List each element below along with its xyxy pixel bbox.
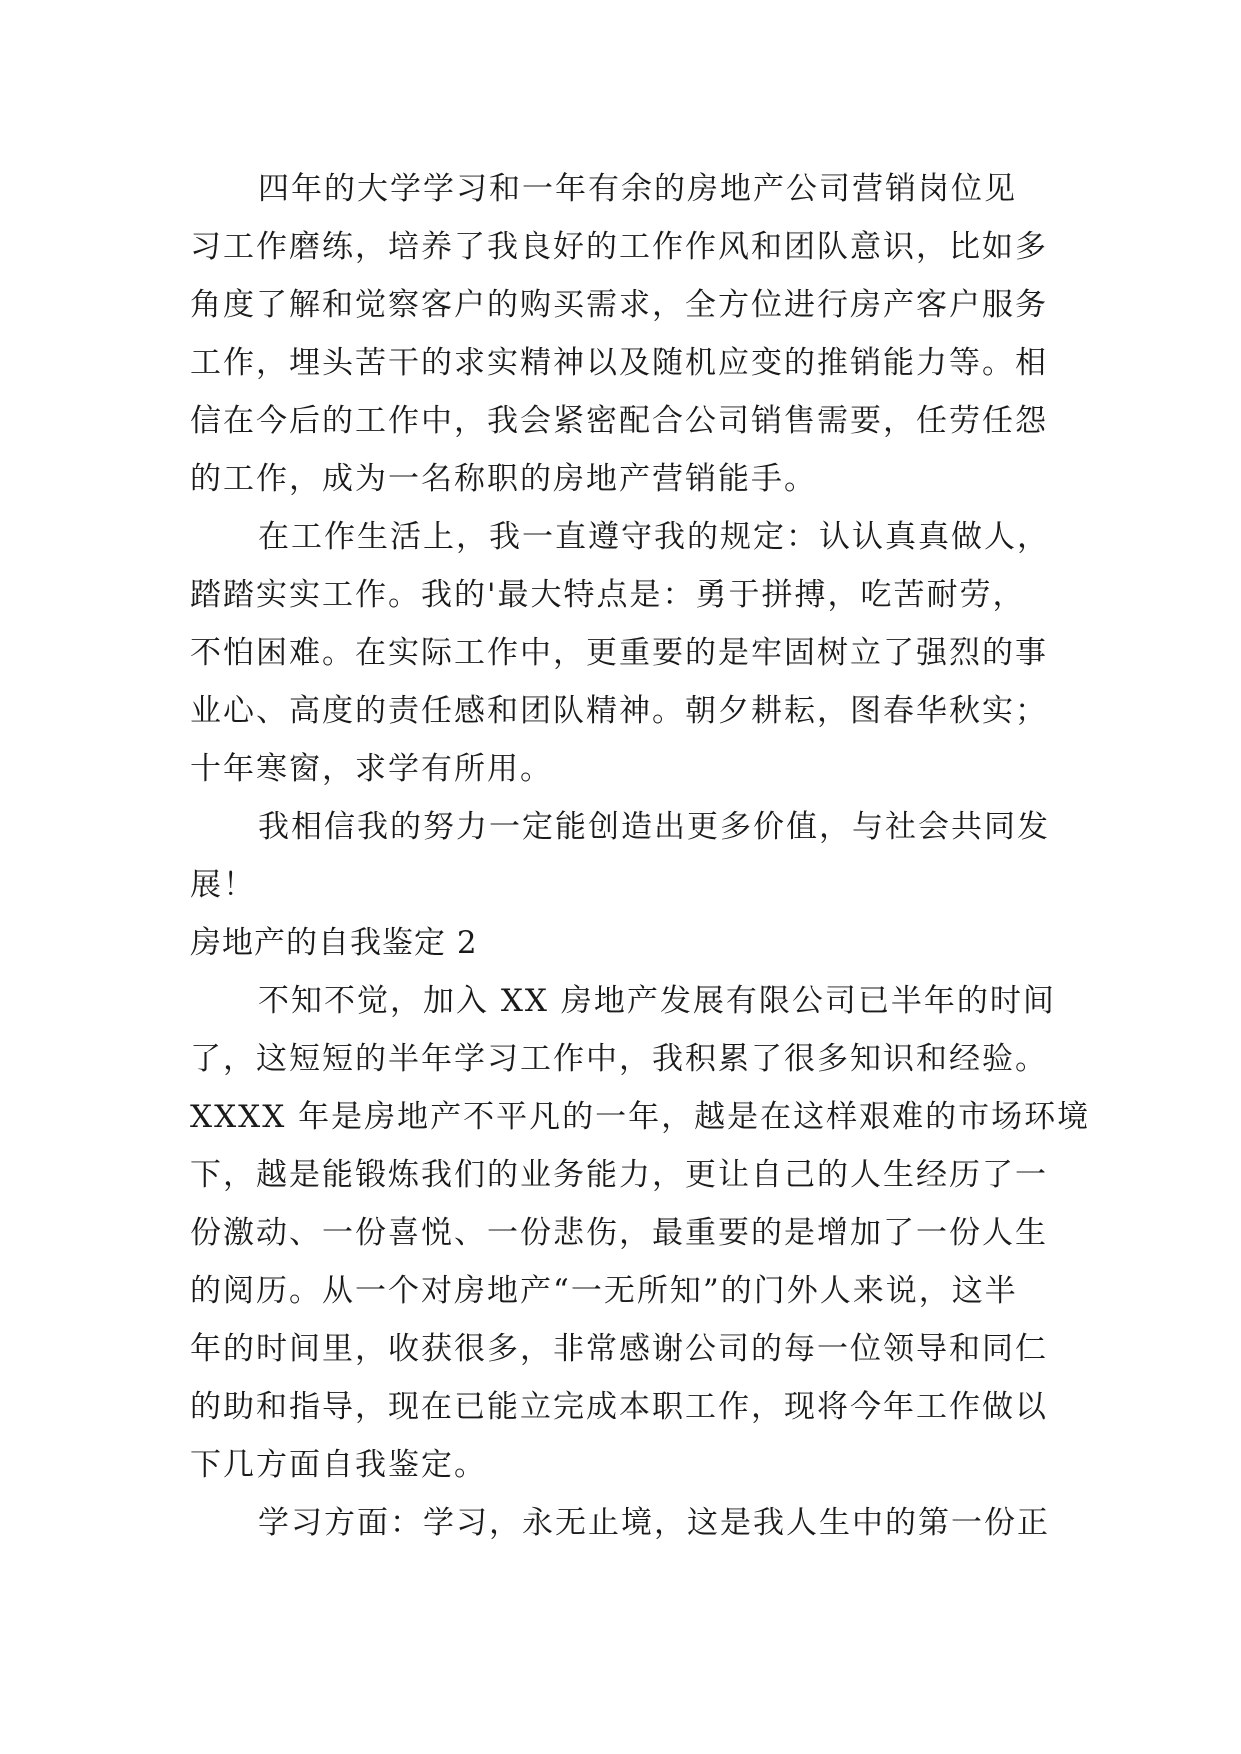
text-line: 角度了解和觉察客户的购买需求，全方位进行房产客户服务 [190,287,1048,323]
text-line: 年的时间里，收获很多，非常感谢公司的每一位领导和同仁 [190,1331,1048,1367]
section-heading: 房地产的自我鉴定 2 [190,925,478,961]
text-line: 份激动、一份喜悦、一份悲伤，最重要的是增加了一份人生 [190,1215,1048,1251]
text-line: 在工作生活上，我一直遵守我的规定：认认真真做人， [258,519,1050,555]
text-line: 了，这短短的半年学习工作中，我积累了很多知识和经验。 [190,1041,1048,1077]
text-line: 下，越是能锻炼我们的业务能力，更让自己的人生经历了一 [190,1157,1048,1193]
text-line: 踏踏实实工作。我的'最大特点是：勇于拼搏，吃苦耐劳， [190,577,1026,613]
text-line: 习工作磨练，培养了我良好的工作作风和团队意识，比如多 [190,229,1048,265]
text-line: 学习方面：学习，永无止境，这是我人生中的第一份正 [258,1505,1050,1541]
text-line: 四年的大学学习和一年有余的房地产公司营销岗位见 [258,171,1017,207]
text-line: 我相信我的努力一定能创造出更多价值，与社会共同发 [258,809,1050,845]
text-line: XXXX 年是房地产不平凡的一年，越是在这样艰难的市场环境 [190,1099,1091,1135]
document-body [190,160,1091,1552]
text-line: 的助和指导，现在已能立完成本职工作，现将今年工作做以 [190,1389,1048,1425]
text-line: 的阅历。从一个对房地产“一无所知”的门外人来说，这半 [190,1273,1018,1309]
text-line: 下几方面自我鉴定。 [190,1447,487,1483]
text-line: 信在今后的工作中，我会紧密配合公司销售需要，任劳任怨 [190,403,1048,439]
text-line: 不知不觉，加入 XX 房地产发展有限公司已半年的时间 [258,983,1056,1019]
text-line: 工作，埋头苦干的求实精神以及随机应变的推销能力等。相 [190,345,1048,381]
text-line: 展！ [190,867,256,903]
text-line: 的工作，成为一名称职的房地产营销能手。 [190,461,817,497]
text-line: 业心、高度的责任感和团队精神。朝夕耕耘，图春华秋实； [190,693,1048,729]
text-line: 十年寒窗，求学有所用。 [190,751,553,787]
text-line: 不怕困难。在实际工作中，更重要的是牢固树立了强烈的事 [190,635,1048,671]
